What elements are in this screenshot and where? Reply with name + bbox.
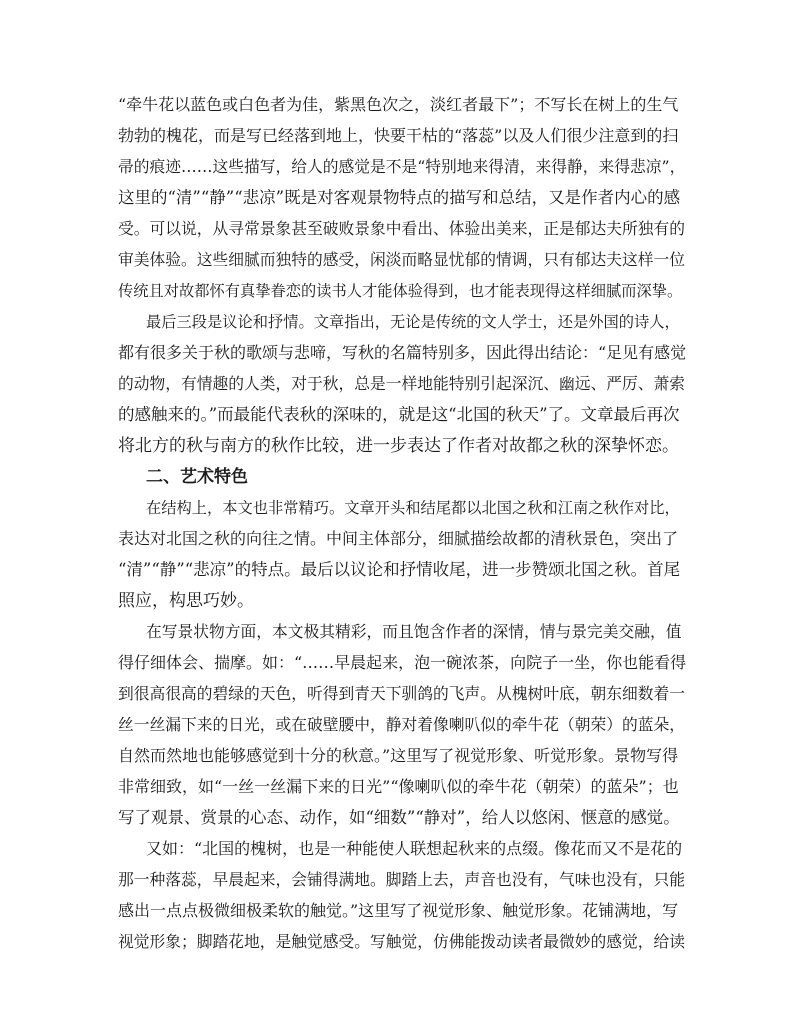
text-line: 受。可以说，从寻常景象甚至破败景象中看出、体验出美来，正是郁达夫所独有的 (118, 219, 685, 238)
text-line: 在写景状物方面，本文极其精彩，而且饱含作者的深情，情与景完美交融，值 (146, 622, 682, 641)
text-line: 丝一丝漏下来的日光，或在破壁腰中，静对着像喇叭似的牵牛花（朝荣）的蓝朵， (118, 715, 685, 734)
text-line: 帚的痕迹……这些描写，给人的感觉是不是“特别地来得清，来得静，来得悲凉”， (118, 157, 686, 176)
text-line: 表达对北国之秋的向往之情。中间主体部分，细腻描绘故都的清秋景色，突出了 (118, 529, 679, 548)
text-line: 的感触来的。”而最能代表秋的深味的，就是这“北国的秋天”了。文章最后再次 (118, 405, 680, 424)
text-line: “牵牛花以蓝色或白色者为佳，紫黑色次之，淡红者最下”；不写长在树上的生气 (118, 95, 679, 114)
text-line: 非常细致，如“一丝一丝漏下来的日光”“像喇叭似的牵牛花（朝荣）的蓝朵”；也 (118, 777, 679, 796)
text-line: 都有很多关于秋的歌颂与悲啼，写秋的名篇特别多，因此得出结论：“足见有感觉 (118, 343, 687, 362)
text-line: 在结构上，本文也非常精巧。文章开头和结尾都以北国之秋和江南之秋作对比， (146, 499, 680, 517)
text-line: 的动物，有情趣的人类，对于秋，总是一样地能特别引起深沉、幽远、严厉、萧索 (118, 374, 685, 393)
text-line: 到很高很高的碧绿的天色，听得到青天下驯鸽的飞声。从槐树叶底，朝东细数着一 (118, 684, 685, 703)
text-line: 这里的“清”“静”“悲凉”既是对客观景物特点的描写和总结，又是作者内心的感 (118, 188, 681, 207)
text-line: 将北方的秋与南方的秋作比较，进一步表达了作者对故都之秋的深挚怀恋。 (118, 436, 679, 456)
text-line: 感出一点点极微细极柔软的触觉。”这里写了视觉形象、触觉形象。花铺满地，写 (118, 901, 679, 920)
section-heading: 二、艺术特色 (146, 467, 248, 487)
text-line: 视觉形象；脚踏花地，是触觉感受。写触觉，仿佛能拨动读者最微妙的感觉，给读 (118, 932, 685, 951)
text-line: 又如：“北国的槐树，也是一种能使人联想起秋来的点缀。像花而又不是花的 (146, 839, 683, 858)
text-line: 照应，构思巧妙。 (118, 591, 254, 611)
text-line: 那一种落蕊，早晨起来，会铺得满地。脚踏上去，声音也没有，气味也没有，只能 (118, 870, 685, 889)
text-line: “清”“静”“悲凉”的特点。最后以议论和抒情收尾，进一步赞颂北国之秋。首尾 (118, 560, 681, 579)
text-line: 得仔细体会、揣摩。如：“……早晨起来，泡一碗浓茶，向院子一坐，你也能看得 (118, 653, 687, 672)
text-line: 传统且对故都怀有真挚眷恋的读书人才能体验得到，也才能表现得这样细腻而深挚。 (118, 282, 683, 300)
text-line: 审美体验。这些细腻而独特的感受，闲淡而略显忧郁的情调，只有郁达夫这样一位 (118, 250, 685, 269)
text-line: 写了观景、赏景的心态、动作，如“细数”“静对”，给人以悠闲、惬意的感觉。 (118, 808, 680, 827)
text-line: 自然而然地也能够感觉到十分的秋意。”这里写了视觉形象、听觉形象。景物写得 (118, 746, 679, 765)
text-line: 最后三段是议论和抒情。文章指出，无论是传统的文人学士，还是外国的诗人， (146, 313, 680, 331)
text-line: 勃勃的槐花，而是写已经落到地上，快要干枯的“落蕊”以及人们很少注意到的扫 (118, 126, 679, 145)
